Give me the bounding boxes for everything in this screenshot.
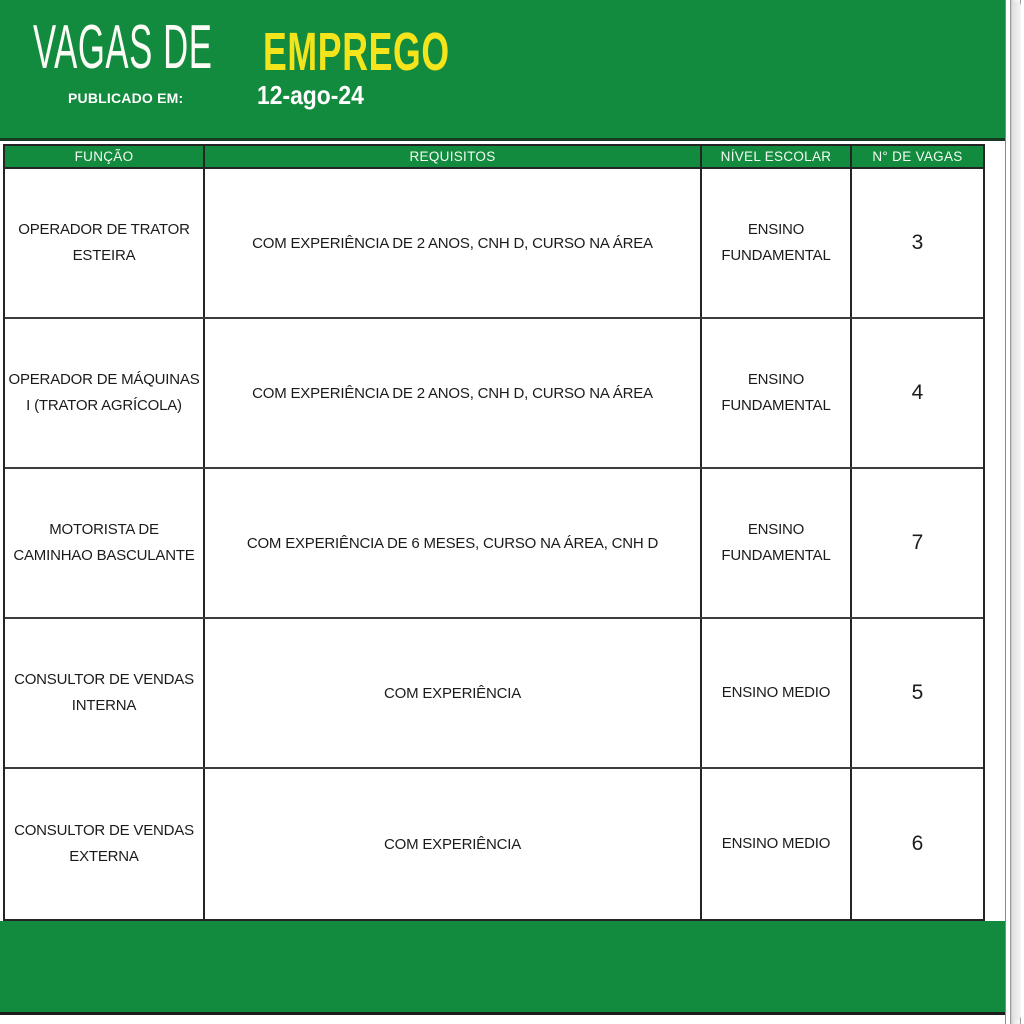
cell-requisitos: COM EXPERIÊNCIA [205,769,702,919]
cell-funcao: MOTORISTA DE CAMINHAO BASCULANTE [5,469,205,617]
published-label: PUBLICADO EM: [68,90,184,106]
cell-nivel-text: ENSINO FUNDAMENTAL [721,220,831,264]
column-header-n-de-vagas: N° DE VAGAS [872,149,963,164]
table-row [5,469,983,619]
table-row [5,619,983,769]
published-date: 12-ago-24 [257,80,364,110]
cell-nivel-escolar [702,619,852,767]
cell-vagas: 6 [911,832,924,855]
cell-nivel-escolar [702,319,852,467]
page-title: VAGAS DE [33,13,213,82]
table-row [5,319,983,469]
page-title-accent: EMPREGO [263,22,450,82]
job-table [3,144,985,921]
cell-requisitos: COM EXPERIÊNCIA DE 2 ANOS, CNH D, CURSO NA ÁREA [205,169,702,317]
vertical-scrollbar[interactable] [1010,0,1021,1024]
cell-nivel-escolar [702,169,852,317]
header-band [0,0,1006,141]
cell-funcao: OPERADOR DE MÁQUINAS I (TRATOR AGRÍCOLA) [5,319,205,467]
cell-requisitos: COM EXPERIÊNCIA [205,619,702,767]
footer-band [0,921,1006,1015]
cell-vagas: 5 [911,681,924,704]
window-right-edge [1005,0,1024,1024]
cell-funcao: CONSULTOR DE VENDAS INTERNA [5,619,205,767]
cell-vagas: 7 [911,531,924,554]
column-header-nivel-escolar: NÍVEL ESCOLAR [702,146,852,167]
cell-vagas: 4 [911,381,924,404]
cell-nivel-text: ENSINO FUNDAMENTAL [721,520,831,564]
cell-funcao: OPERADOR DE TRATOR ESTEIRA [5,169,205,317]
cell-funcao: CONSULTOR DE VENDAS EXTERNA [5,769,205,919]
cell-nivel-escolar [702,769,852,919]
column-header-funcao: FUNÇÃO [5,146,205,167]
scrollbar-thumb[interactable] [1012,2,1021,1020]
table-header-row [5,146,983,169]
table-row [5,769,983,919]
cell-nivel-text: ENSINO FUNDAMENTAL [721,370,831,414]
cell-vagas: 3 [911,231,924,254]
table-row [5,169,983,319]
cell-nivel-escolar [702,469,852,617]
cell-nivel-text: ENSINO MEDIO [721,834,831,852]
cell-requisitos: COM EXPERIÊNCIA DE 6 MESES, CURSO NA ÁREA, CNH D [205,469,702,617]
cell-nivel-text: ENSINO MEDIO [721,683,831,701]
cell-requisitos: COM EXPERIÊNCIA DE 2 ANOS, CNH D, CURSO NA ÁREA [205,319,702,467]
column-header-requisitos: REQUISITOS [205,146,702,167]
